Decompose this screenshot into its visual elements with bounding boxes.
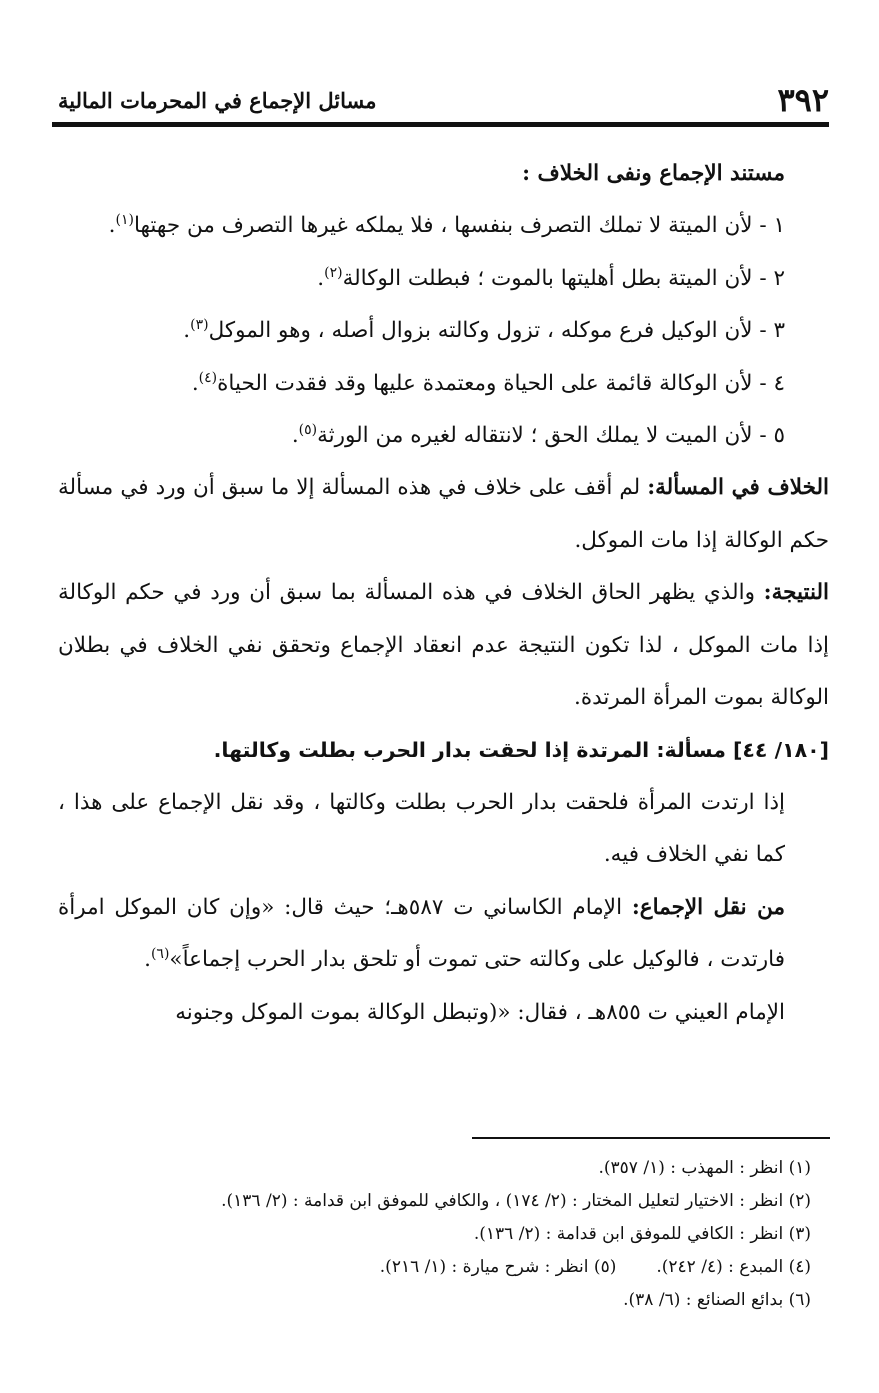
result-label: النتيجة: [763,580,829,606]
consensus-source-label: من نقل الإجماع: [631,894,785,920]
footnote-6: (٦) بدائع الصنائع : (٦/ ٣٨). [623,1290,811,1310]
footnote-ref-2[interactable]: (٢) [324,264,343,281]
section-label-evidence: مستند الإجماع ونفى الخلاف : [522,161,785,186]
evidence-item-3: ٣ - لأن الوكيل فرع موكله ، تزول وكالته بزوال أصله ، وهو الموكل$^{(٣)}$. [183,317,785,344]
footnote-ref-6[interactable]: (٦) [150,945,170,962]
footnote-3: (٣) انظر : الكافي للموفق ابن قدامة : (٢/ ١٣٦). [473,1224,811,1244]
footnote-row-4-5 [58,1251,829,1284]
footnote-5: (٥) انظر : شرح ميارة : (١/ ٢١٦). [379,1257,617,1277]
footnote-ref-1[interactable]: (١) [115,212,134,229]
footnotes [58,1152,829,1317]
header-rule [52,122,829,127]
evidence-item-5: ٥ - لأن الميت لا يملك الحق ؛ لانتقاله لغيره من الورثة$^{(٥)}$. [291,421,785,449]
footnote-ref-4[interactable]: (٤) [198,369,218,386]
page-number: ٣٩٢ [777,81,829,119]
footnote-4: (٤) المبدع : (٤/ ٢٤٢). [656,1257,811,1277]
evidence-item-4: ٤ - لأن الوكالة قائمة على الحياة ومعتمدة عليها وقد فقدت الحياة$^{(٤)}$. [191,369,785,396]
issue-intro-paragraph: إذا ارتدت المرأة فلحقت بدار الحرب بطلت وكالتها ، وقد نقل الإجماع على هذا ، كما نفي الخلاف فيه. [58,789,785,868]
evidence-item-2: ٢ - لأن الميتة بطل أهليتها بالموت ؛ فبطلت الوكالة$^{(٢)}$. [317,264,785,291]
aini-quote-paragraph: الإمام العيني ت ٨٥٥هـ ، فقال: «(وتبطل الوكالة بموت الموكل وجنونه [175,999,785,1025]
issue-heading: [١٨٠/ ٤٤] مسألة: المرتدة إذا لحقت بدار الحرب بطلت وكالتها. [213,738,829,763]
footnote-ref-5[interactable]: (٥) [298,421,318,438]
footnote-2: (٢) انظر : الاختيار لتعليل المختار : (٢/ ١٧٤) ، والكافي للموفق ابن قدامة : (٢/ ١٣٦). [221,1191,811,1211]
footnote-1: (١) انظر : المهذب : (١/ ٣٥٧). [598,1158,811,1178]
dispute-paragraph: الخلاف في المسألة: لم أقف على خلاف في هذه المسألة إلا ما سبق أن ورد في مسألة حكم الوكالة إذا مات الموكل. [58,475,829,553]
page-body [58,148,829,1039]
footnote-rule [472,1137,830,1139]
page-header [58,78,829,122]
dispute-label: الخلاف في المسألة: [647,475,829,501]
consensus-source-paragraph: من نقل الإجماع: الإمام الكاساني ت ٥٨٧هـ؛ حيث قال: «وإن كان الموكل امرأة فارتدت ، فالوكيل على وكالته حتى تموت أو تلحق بدار الحرب إجماعاً»$^{(٦)}$. [58,894,785,973]
evidence-item-1: ١ - لأن الميتة لا تملك التصرف بنفسها ، فلا يملكه غيرها التصرف من جهتها$^{(١)}$. [108,212,785,239]
running-title: مسائل الإجماع في المحرمات المالية [58,87,377,113]
result-paragraph: النتيجة: والذي يظهر الحاق الخلاف في هذه المسألة بما سبق أن ورد في حكم الوكالة إذا مات الموكل ، لذا تكون النتيجة عدم انعقاد الإجماع وتحقق نفي الخلاف في بطلان الوكالة بموت المرأة المرتدة. [58,580,829,711]
footnote-ref-3[interactable]: (٣) [190,317,209,334]
